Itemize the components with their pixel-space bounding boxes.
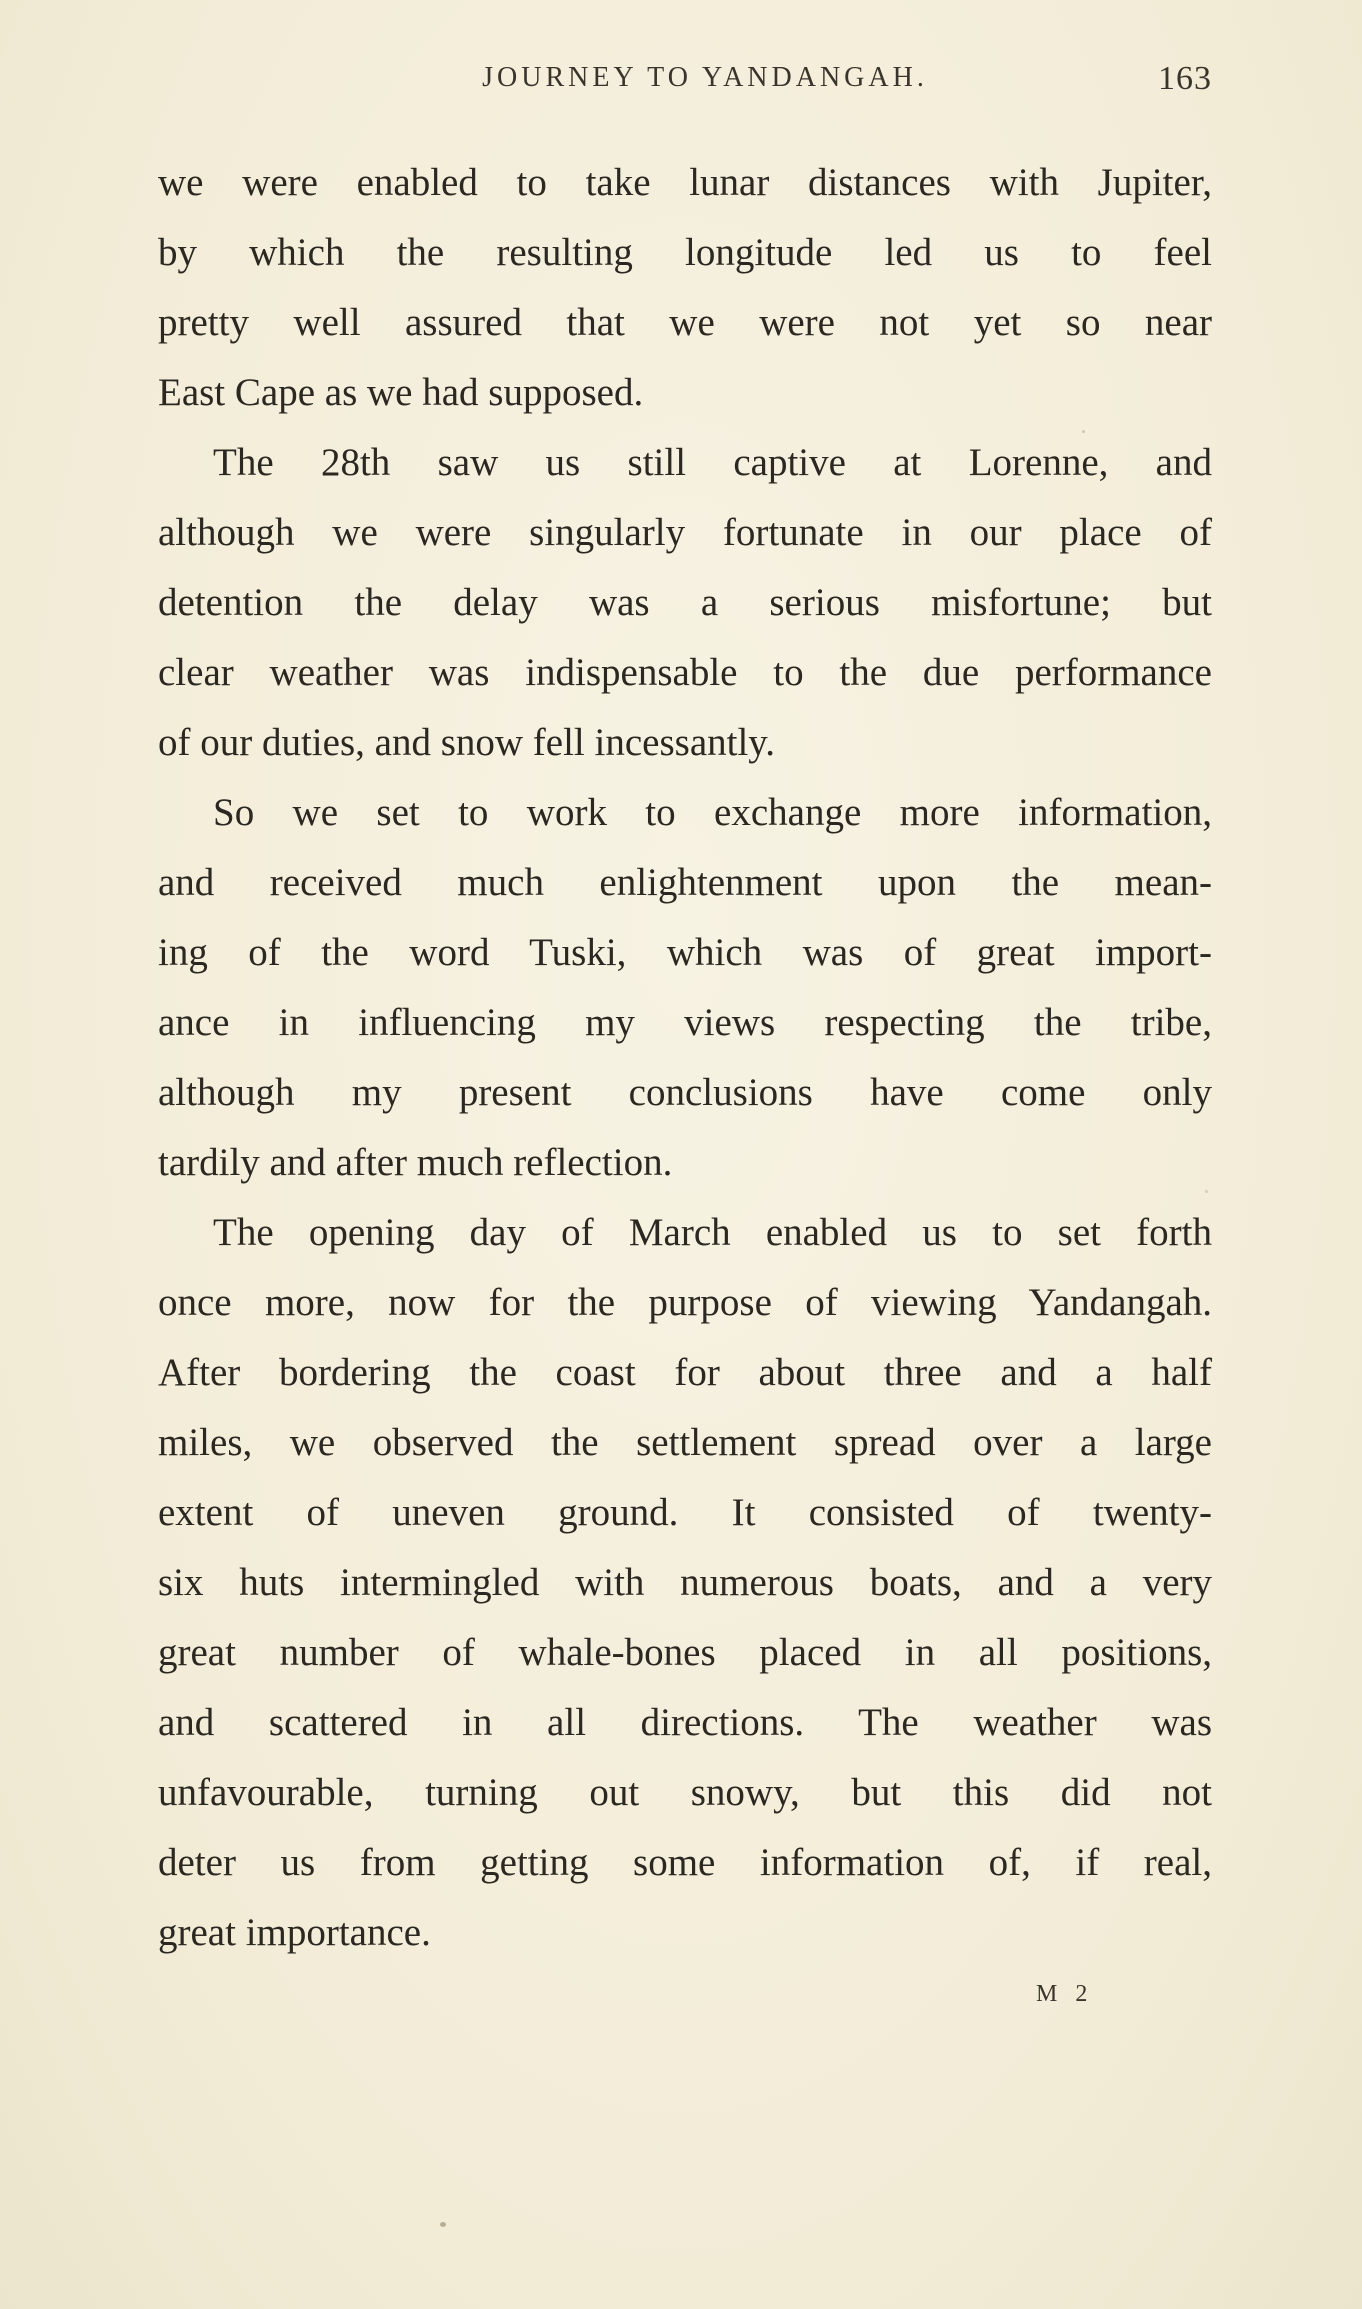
text-line: The 28th saw us still captive at Lorenne, and <box>213 441 1212 484</box>
text-line: unfavourable, turning out snowy, but this did not <box>158 1771 1212 1814</box>
text-line: ance in influencing my views respecting the tribe, <box>158 1001 1212 1044</box>
text-line: ing of the word Tuski, which was of great import- <box>158 931 1212 974</box>
text-line: great importance. <box>158 1911 431 1954</box>
text-line: clear weather was indispensable to the due performance <box>158 651 1212 694</box>
page-number: 163 <box>1158 60 1212 97</box>
text-line: East Cape as we had supposed. <box>158 371 644 414</box>
text-line: six huts intermingled with numerous boats, and a very <box>158 1561 1212 1604</box>
text-line: tardily and after much reflection. <box>158 1141 673 1184</box>
text-line: once more, now for the purpose of viewing Yandangah. <box>158 1281 1212 1324</box>
text-line: The opening day of March enabled us to set forth <box>213 1211 1212 1254</box>
text-line: After bordering the coast for about three and a half <box>158 1351 1212 1394</box>
body-text <box>158 148 1212 1968</box>
text-line: extent of uneven ground. It consisted of twenty- <box>158 1491 1212 1534</box>
text-line: although we were singularly fortunate in our place of <box>158 511 1212 554</box>
text-line: we were enabled to take lunar distances with Jupiter, <box>158 161 1212 204</box>
text-line: although my present conclusions have come only <box>158 1071 1212 1114</box>
text-line: pretty well assured that we were not yet so near <box>158 301 1212 344</box>
text-line: and received much enlightenment upon the mean- <box>158 861 1212 904</box>
signature-mark: M 2 <box>1036 1981 1094 2007</box>
paper-speck <box>440 2222 446 2227</box>
running-head <box>158 62 1212 112</box>
text-line: miles, we observed the settlement spread over a large <box>158 1421 1212 1464</box>
text-line: great number of whale-bones placed in all positions, <box>158 1631 1212 1674</box>
text-line: and scattered in all directions. The weather was <box>158 1701 1212 1744</box>
paper-speck <box>1082 430 1085 433</box>
text-line: by which the resulting longitude led us to feel <box>158 231 1212 274</box>
paper-speck <box>1205 1190 1208 1193</box>
running-title: JOURNEY TO YANDANGAH. <box>482 62 928 93</box>
text-line: So we set to work to exchange more information, <box>213 791 1212 834</box>
text-line: of our duties, and snow fell incessantly. <box>158 721 776 764</box>
text-line: detention the delay was a serious misfortune; but <box>158 581 1212 624</box>
text-line: deter us from getting some information of, if real, <box>158 1841 1212 1884</box>
